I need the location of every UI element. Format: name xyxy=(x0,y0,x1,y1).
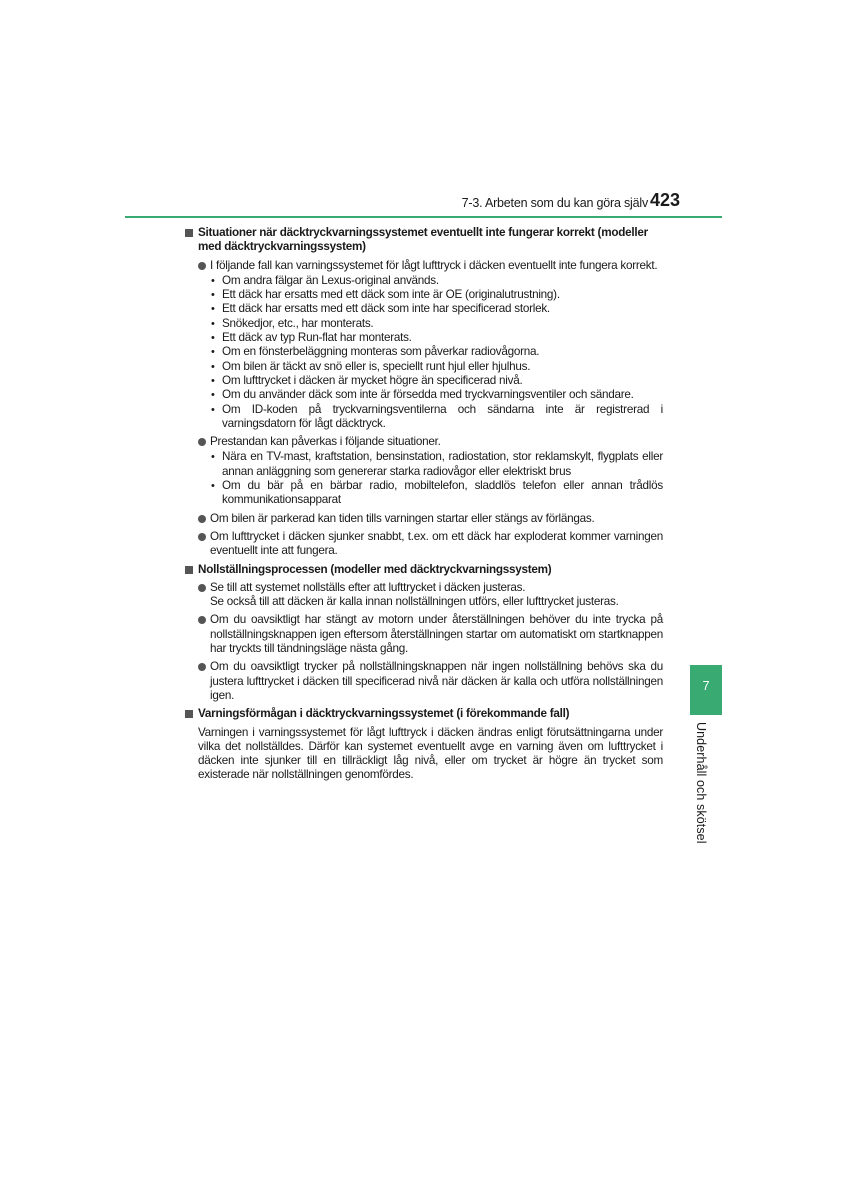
chapter-number: 7 xyxy=(702,678,710,693)
sub-list-item: • Ett däck av typ Run-flat har monterats. xyxy=(211,331,412,345)
sub-list-item: • Om lufttrycket i däcken är mycket högre än specificerad nivå. xyxy=(211,373,523,387)
list-item xyxy=(185,259,663,432)
section-heading-text: Situationer när däcktryckvarningssystemet eventuellt inte fungerar korrekt (modeller med däcktryckvarningssystem) xyxy=(198,226,648,254)
sub-list xyxy=(185,274,663,431)
list-item xyxy=(185,613,663,656)
square-bullet-icon xyxy=(185,229,193,237)
section-tire-pressure-situations xyxy=(185,226,663,559)
round-bullet-icon xyxy=(198,533,206,541)
sub-list-item: • Om andra fälgar än Lexus-original används. xyxy=(211,273,439,287)
round-bullet-icon xyxy=(198,616,206,624)
sub-list-item: • Om bilen är täckt av snö eller is, speciellt runt hjul eller hjulhus. xyxy=(211,359,531,373)
list-item-text: Se till att systemet nollställs efter att lufttrycket i däcken justeras. xyxy=(210,580,526,594)
list-item xyxy=(185,581,663,610)
section-heading-text: Varningsförmågan i däcktryckvarningssystemet (i förekommande fall) xyxy=(198,707,570,721)
sub-list-item: • Om en fönsterbeläggning monteras som påverkar radiovågorna. xyxy=(211,345,540,359)
sub-list-item: • Ett däck har ersatts med ett däck som inte är OE (originalutrustning). xyxy=(211,288,560,302)
chapter-tab xyxy=(690,665,722,715)
paragraph: Varningen i varningssystemet för lågt lufttryck i däcken ändras enligt förutsättningarna under vilka det nollställdes. Därför kan systemet eventuellt avge en varning även om lufttrycket i däcken inte sjunker till en tillräckligt låg nivå, eller om trycket är högre än trycket som existerade när nollställningen genomfördes. xyxy=(198,725,663,782)
section-heading xyxy=(185,226,663,255)
list-item-text: Se också till att däcken är kalla innan nollställningen utförs, eller lufttrycket justeras. xyxy=(210,595,619,609)
sub-list-item: • Snökedjor, etc., har monterats. xyxy=(211,316,374,330)
list-item-text: I följande fall kan varningssystemet för lågt lufttryck i däcken eventuellt inte fungera korrekt. xyxy=(210,258,658,272)
sub-list-item: • Ett däck har ersatts med ett däck som inte har specificerad storlek. xyxy=(211,302,550,316)
section-reset-process xyxy=(185,563,663,704)
section-heading xyxy=(185,563,663,577)
list-item-text: Prestandan kan påverkas i följande situationer. xyxy=(210,435,441,449)
section-heading-text: Nollställningsprocessen (modeller med däcktryckvarningssystem) xyxy=(198,562,552,576)
page-number: 423 xyxy=(650,190,681,210)
chapter-label: Underhåll och skötsel xyxy=(694,722,708,844)
round-bullet-icon xyxy=(198,262,206,270)
list-item xyxy=(185,530,663,559)
sub-list xyxy=(185,450,663,507)
list-item-text: Om du oavsiktligt har stängt av motorn under återställningen behöver du inte trycka på nollställningsknappen igen eftersom återställningen startar om automatiskt om startknappen har tryckts till tändningsläge nästa gång. xyxy=(210,613,663,656)
list-item-text: Om lufttrycket i däcken sjunker snabbt, t.ex. om ett däck har exploderat kommer varningen eventuellt inte att fungera. xyxy=(210,529,663,558)
round-bullet-icon xyxy=(198,663,206,671)
list-item xyxy=(185,512,663,526)
round-bullet-icon xyxy=(198,515,206,523)
round-bullet-icon xyxy=(198,584,206,592)
square-bullet-icon xyxy=(185,710,193,718)
header-rule xyxy=(125,216,722,218)
list-item-text: Om bilen är parkerad kan tiden tills varningen startar eller stängs av förlängas. xyxy=(210,511,595,525)
square-bullet-icon xyxy=(185,566,193,574)
page-content xyxy=(185,226,663,785)
section-title: 7-3. Arbeten som du kan göra själv xyxy=(461,196,648,210)
round-bullet-icon xyxy=(198,438,206,446)
sub-list-item: • Om du bär på en bärbar radio, mobiltelefon, sladdlös telefon eller annan trådlös kommunikationsapparat xyxy=(211,479,663,507)
section-warning-capability xyxy=(185,707,663,782)
list-item xyxy=(185,435,663,507)
list-item xyxy=(185,660,663,703)
section-heading xyxy=(185,707,663,721)
sub-list-item: • Nära en TV-mast, kraftstation, bensinstation, radiostation, stor reklamskylt, flygplats eller annan anläggning som genererar starka radiovågor eller elektriskt brus xyxy=(211,450,663,478)
sub-list-item: • Om du använder däck som inte är försedda med tryckvarningsventiler och sändare. xyxy=(211,388,634,402)
list-item-text: Om du oavsiktligt trycker på nollställningsknappen när ingen nollställning behövs ska du justera lufttrycket i däcken till specificerad nivå när däcken är kalla och utföra nollställningen igen. xyxy=(210,660,663,702)
sub-list-item: • Om ID-koden på tryckvarningsventilerna och sändarna inte är registrerad i varningsdatorn för lågt däcktryck. xyxy=(211,402,663,430)
